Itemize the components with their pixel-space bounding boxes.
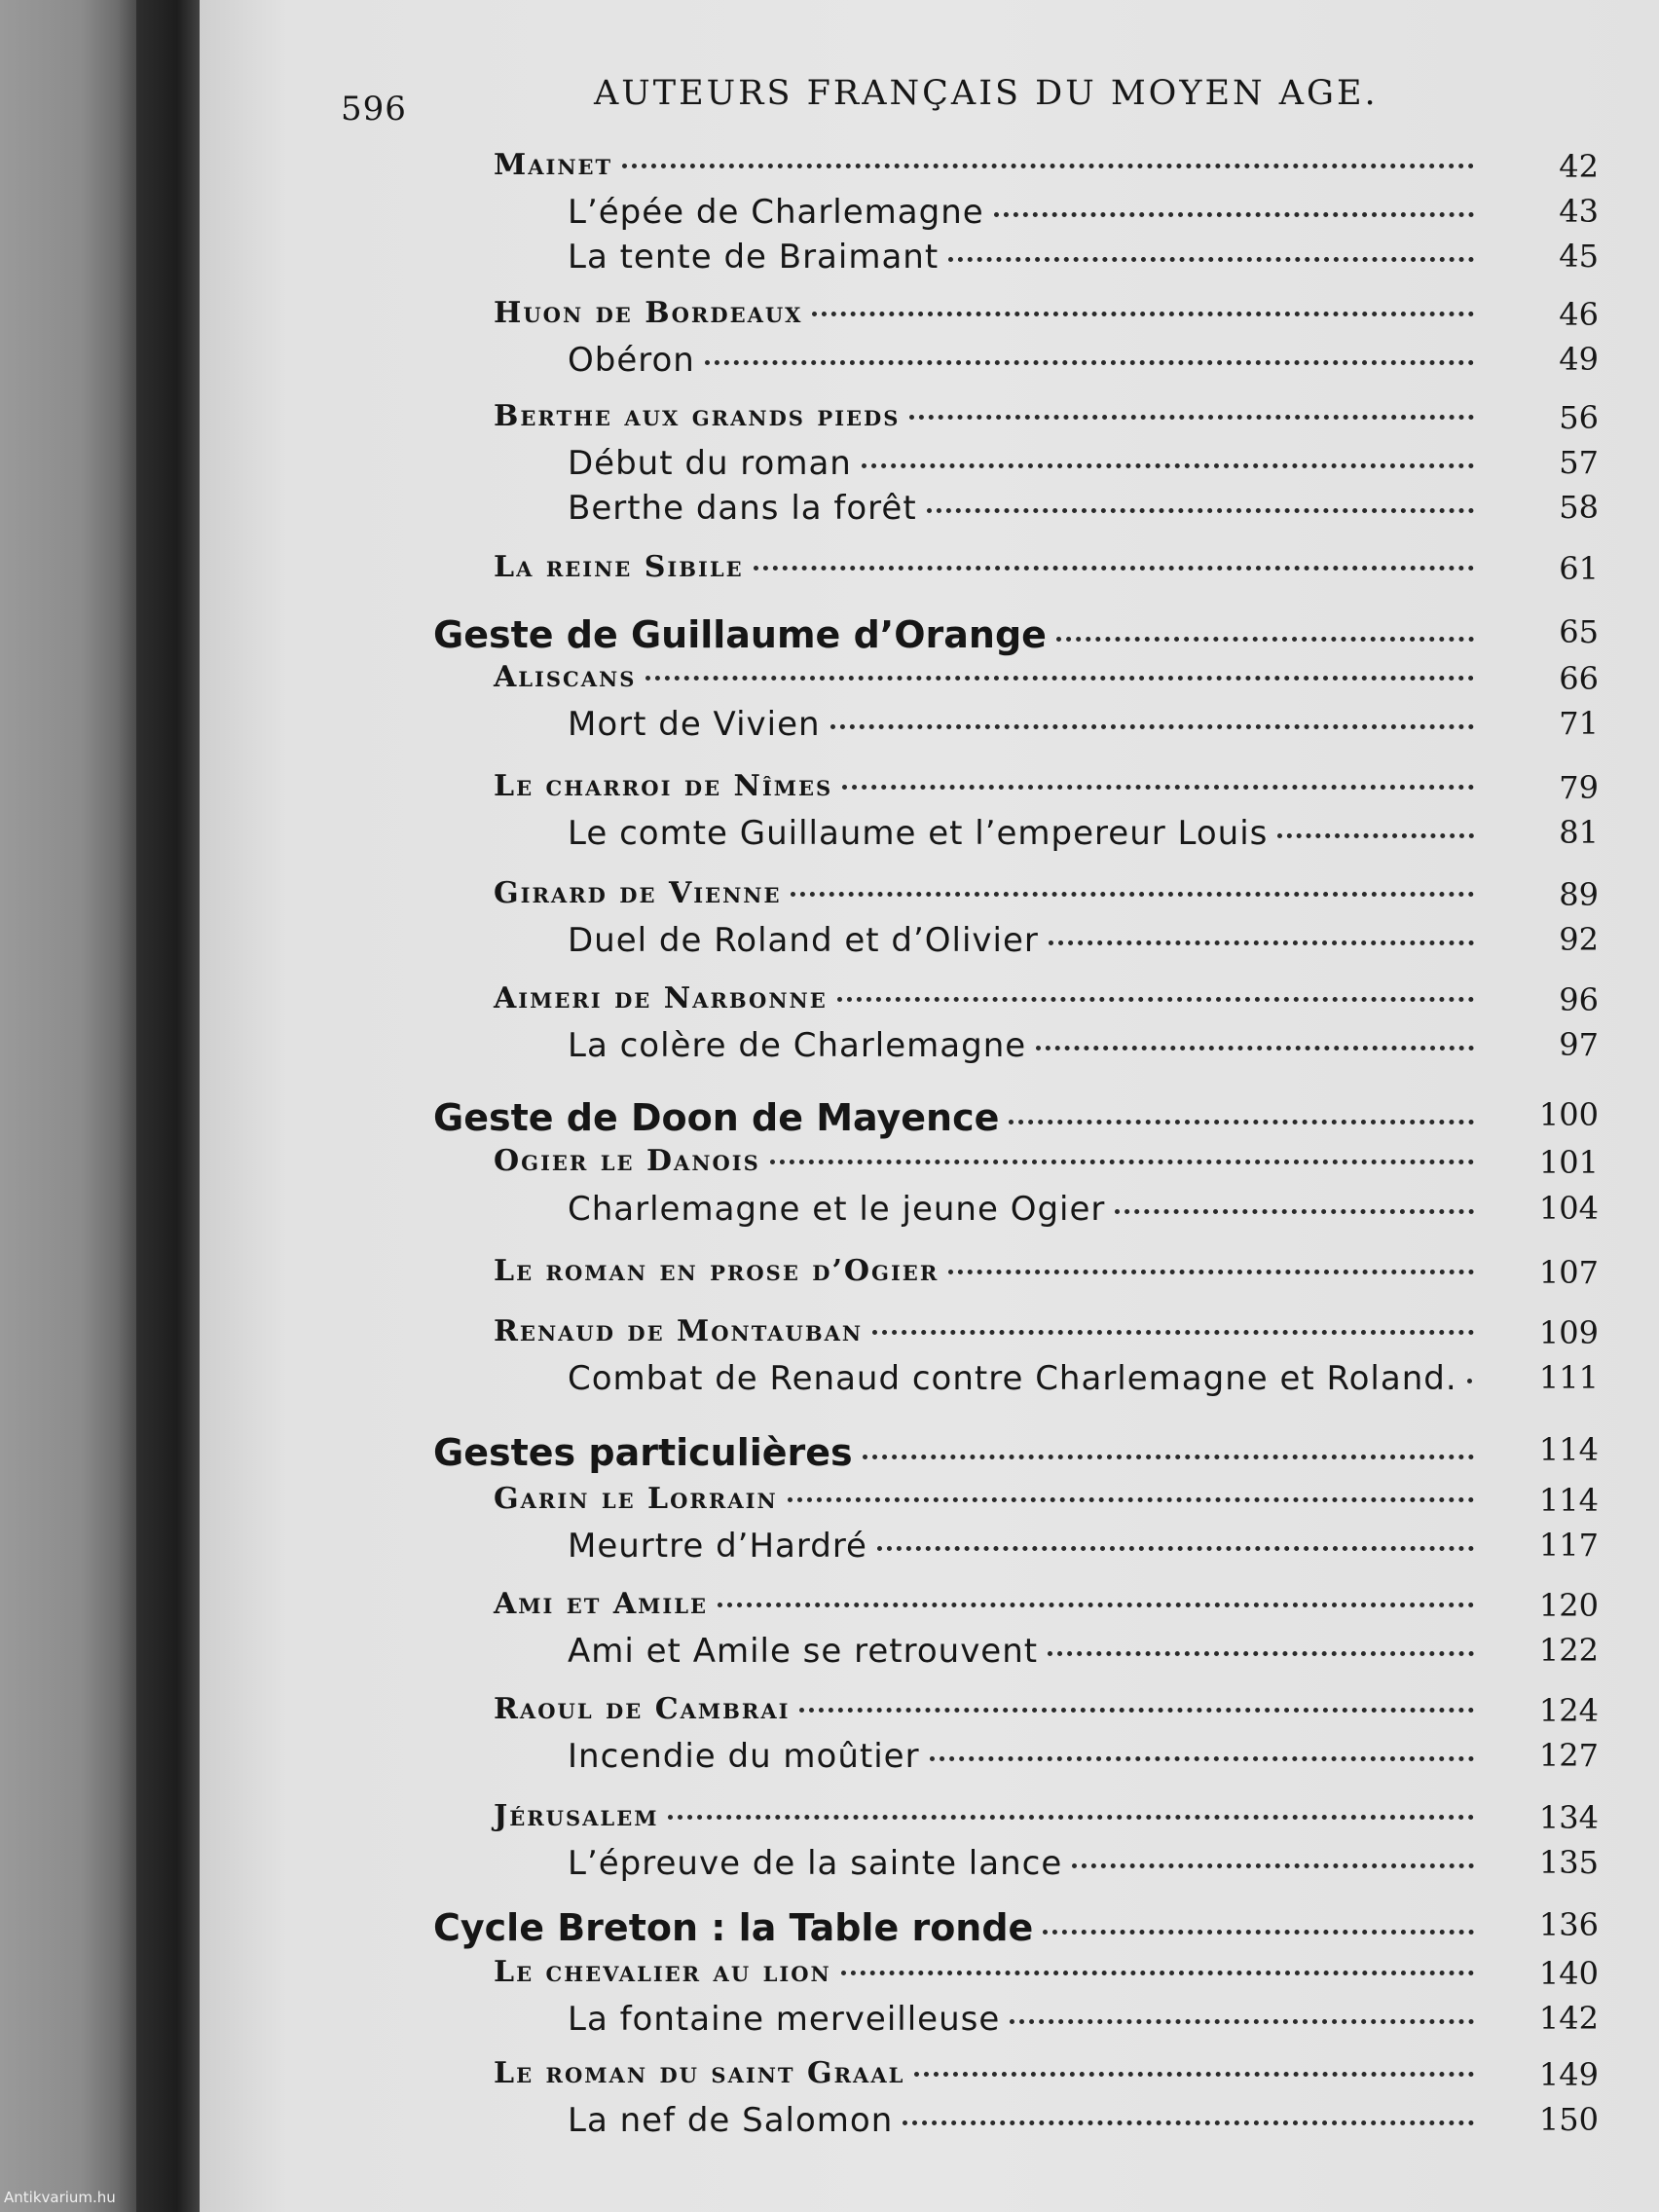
book-gutter xyxy=(136,0,204,2212)
dot-leader xyxy=(1048,1651,1474,1656)
toc-entry xyxy=(200,1144,1659,1187)
toc-entry xyxy=(200,769,1659,812)
toc-entry-page: 135 xyxy=(1538,1844,1599,1881)
toc-entry-page: 142 xyxy=(1538,2000,1599,2037)
toc-entry xyxy=(200,444,1659,487)
dot-leader xyxy=(668,1815,1474,1820)
toc-entry-title: La reine Sibile xyxy=(494,550,744,584)
toc-entry-page: 111 xyxy=(1538,1359,1599,1396)
toc-entry-title: Girard de Vienne xyxy=(494,876,782,910)
toc-entry xyxy=(200,1314,1659,1357)
dot-leader xyxy=(1056,637,1474,642)
running-head: AUTEURS FRANÇAIS DU MOYEN AGE. xyxy=(594,74,1379,113)
dot-leader xyxy=(903,2120,1474,2125)
dot-leader xyxy=(791,892,1474,897)
toc-entry-page: 122 xyxy=(1538,1632,1599,1669)
toc-entry-title: La colère de Charlemagne xyxy=(568,1026,1027,1065)
toc-entry-page: 101 xyxy=(1538,1144,1599,1181)
toc-entry xyxy=(200,296,1659,339)
dot-leader xyxy=(1072,1863,1474,1868)
toc-entry-title: Gestes particulières xyxy=(433,1431,853,1474)
toc-entry-page: 81 xyxy=(1559,814,1599,851)
toc-entry-page: 117 xyxy=(1538,1527,1599,1564)
toc-entry-title: Aimeri de Narbonne xyxy=(494,981,828,1015)
toc-entry-title: Duel de Roland et d’Olivier xyxy=(568,921,1039,960)
toc-entry-page: 79 xyxy=(1559,769,1599,806)
toc-entry xyxy=(200,1632,1659,1675)
toc-entry-title: Geste de Doon de Mayence xyxy=(433,1096,1000,1139)
toc-entry xyxy=(200,1799,1659,1842)
toc-entry-title: La fontaine merveilleuse xyxy=(568,2000,1001,2039)
toc-entry xyxy=(200,1527,1659,1569)
toc-entry-title: Aliscans xyxy=(494,660,637,694)
toc-entry xyxy=(200,193,1659,236)
dot-leader xyxy=(799,1708,1474,1713)
toc-entry xyxy=(200,238,1659,280)
toc-entry xyxy=(200,148,1659,191)
toc-entry xyxy=(200,1026,1659,1069)
toc-entry-title: Jérusalem xyxy=(494,1799,659,1833)
toc-entry xyxy=(200,341,1659,384)
toc-entry-title: Le comte Guillaume et l’empereur Louis xyxy=(568,814,1269,853)
toc-entry xyxy=(200,1587,1659,1630)
toc-entry-title: Incendie du moûtier xyxy=(568,1737,920,1776)
toc-entry-title: L’épreuve de la sainte lance xyxy=(568,1844,1063,1883)
toc-entry-page: 56 xyxy=(1559,399,1599,436)
toc-entry-title: Ami et Amile se retrouvent xyxy=(568,1632,1039,1671)
dot-leader xyxy=(837,997,1474,1002)
toc-entry xyxy=(200,1692,1659,1735)
toc-entry-page: 127 xyxy=(1538,1737,1599,1774)
toc-entry-page: 140 xyxy=(1538,1955,1599,1992)
toc-entry xyxy=(200,1359,1659,1402)
book-page xyxy=(200,0,1659,2212)
toc-entry xyxy=(200,1096,1659,1139)
dot-leader xyxy=(788,1497,1474,1502)
toc-entry-page: 58 xyxy=(1559,489,1599,526)
dot-leader xyxy=(877,1546,1474,1551)
dot-leader xyxy=(863,1455,1474,1459)
toc-entry-title: Berthe dans la forêt xyxy=(568,489,917,528)
dot-leader xyxy=(841,1971,1474,1975)
toc-entry-title: Le roman en prose d’Ogier xyxy=(494,1254,940,1288)
dot-leader xyxy=(927,508,1474,513)
toc-entry xyxy=(200,1906,1659,1949)
toc-entry xyxy=(200,1844,1659,1887)
toc-entry-page: 124 xyxy=(1538,1692,1599,1729)
dot-leader xyxy=(812,312,1474,316)
toc-entry xyxy=(200,814,1659,857)
toc-entry-page: 92 xyxy=(1559,921,1599,958)
toc-entry-title: Charlemagne et le jeune Ogier xyxy=(568,1190,1106,1229)
toc-entry-title: La tente de Braimant xyxy=(568,238,940,276)
toc-entry xyxy=(200,1482,1659,1525)
dot-leader xyxy=(1036,1046,1474,1051)
toc-entry-page: 66 xyxy=(1559,660,1599,697)
toc-entry xyxy=(200,550,1659,593)
dot-leader xyxy=(1009,1120,1474,1124)
dot-leader xyxy=(914,2072,1474,2077)
toc-entry-page: 120 xyxy=(1538,1587,1599,1624)
toc-entry-title: Meurtre d’Hardré xyxy=(568,1527,867,1566)
toc-entry xyxy=(200,613,1659,656)
toc-entry xyxy=(200,1955,1659,1998)
toc-entry-title: Renaud de Montauban xyxy=(494,1314,864,1348)
dot-leader xyxy=(994,212,1474,217)
toc-entry-page: 114 xyxy=(1538,1431,1599,1468)
toc-entry-title: Le roman du saint Graal xyxy=(494,2056,905,2090)
toc-entry-page: 43 xyxy=(1559,193,1599,230)
toc-entry xyxy=(200,981,1659,1024)
dot-leader xyxy=(705,360,1474,365)
dot-leader xyxy=(1049,940,1474,945)
dot-leader xyxy=(754,566,1474,571)
toc-entry-title: Ami et Amile xyxy=(494,1587,708,1621)
toc-entry xyxy=(200,2000,1659,2043)
toc-entry-page: 109 xyxy=(1538,1314,1599,1351)
toc-entry-title: L’épée de Charlemagne xyxy=(568,193,984,232)
dot-leader xyxy=(842,785,1474,790)
watermark: Antikvarium.hu xyxy=(4,2189,116,2206)
toc-entry-title: Mort de Vivien xyxy=(568,705,821,744)
toc-entry-title: Début du roman xyxy=(568,444,852,483)
toc-entry-page: 96 xyxy=(1559,981,1599,1018)
toc-entry-title: Le charroi de Nîmes xyxy=(494,769,833,803)
toc-entry xyxy=(200,921,1659,964)
toc-entry xyxy=(200,2056,1659,2099)
dot-leader xyxy=(830,724,1474,729)
dot-leader xyxy=(1010,2019,1474,2024)
dot-leader xyxy=(770,1160,1474,1164)
toc-entry-title: Obéron xyxy=(568,341,695,380)
dot-leader xyxy=(1115,1209,1474,1214)
toc-entry-title: Raoul de Cambrai xyxy=(494,1692,791,1726)
toc-entry-title: Garin le Lorrain xyxy=(494,1482,778,1516)
toc-entry-page: 149 xyxy=(1538,2056,1599,2093)
toc-entry-page: 150 xyxy=(1538,2101,1599,2138)
toc-entry xyxy=(200,705,1659,748)
dot-leader xyxy=(645,676,1474,681)
toc-entry xyxy=(200,660,1659,703)
toc-entry-title: Mainet xyxy=(494,148,613,182)
dot-leader xyxy=(1467,1379,1474,1383)
dot-leader xyxy=(909,415,1474,420)
toc-entry xyxy=(200,1254,1659,1297)
dot-leader xyxy=(872,1330,1474,1335)
toc-entry-title: Berthe aux grands pieds xyxy=(494,399,901,433)
toc-entry-title: Huon de Bordeaux xyxy=(494,296,803,330)
page-number: 596 xyxy=(341,90,407,129)
toc-entry-page: 97 xyxy=(1559,1026,1599,1063)
toc-entry-page: 65 xyxy=(1559,613,1599,650)
toc-entry-title: Geste de Guillaume d’Orange xyxy=(433,613,1047,656)
dot-leader xyxy=(718,1603,1474,1607)
toc-entry xyxy=(200,1431,1659,1474)
toc-entry-title: Cycle Breton : la Table ronde xyxy=(433,1906,1034,1949)
dot-leader xyxy=(948,257,1474,262)
toc-entry-page: 46 xyxy=(1559,296,1599,333)
dot-leader xyxy=(930,1756,1474,1761)
toc-entry-page: 100 xyxy=(1538,1096,1599,1133)
toc-entry xyxy=(200,489,1659,532)
toc-entry-page: 45 xyxy=(1559,238,1599,275)
toc-entry xyxy=(200,2101,1659,2144)
toc-entry-page: 134 xyxy=(1538,1799,1599,1836)
dot-leader xyxy=(1277,833,1474,838)
toc-entry-title: Combat de Renaud contre Charlemagne et Roland. xyxy=(568,1359,1457,1398)
toc-entry xyxy=(200,876,1659,919)
dot-leader xyxy=(622,164,1474,168)
toc-entry xyxy=(200,1737,1659,1780)
toc-entry-title: La nef de Salomon xyxy=(568,2101,894,2140)
toc-entry-page: 104 xyxy=(1538,1190,1599,1227)
toc-entry-title: Ogier le Danois xyxy=(494,1144,760,1178)
toc-entry xyxy=(200,1190,1659,1233)
toc-entry-page: 57 xyxy=(1559,444,1599,481)
toc-entry-page: 61 xyxy=(1559,550,1599,587)
toc-entry-page: 49 xyxy=(1559,341,1599,378)
dot-leader xyxy=(862,463,1474,468)
toc-entry-title: Le chevalier au lion xyxy=(494,1955,831,1989)
adjacent-page-edge xyxy=(0,0,146,2212)
dot-leader xyxy=(948,1270,1474,1274)
toc-entry-page: 71 xyxy=(1559,705,1599,742)
toc-entry-page: 89 xyxy=(1559,876,1599,913)
toc-entry-page: 136 xyxy=(1538,1906,1599,1943)
toc-entry-page: 107 xyxy=(1538,1254,1599,1291)
toc-entry-page: 114 xyxy=(1538,1482,1599,1519)
toc-entry xyxy=(200,399,1659,442)
toc-entry-page: 42 xyxy=(1559,148,1599,185)
dot-leader xyxy=(1043,1930,1474,1935)
